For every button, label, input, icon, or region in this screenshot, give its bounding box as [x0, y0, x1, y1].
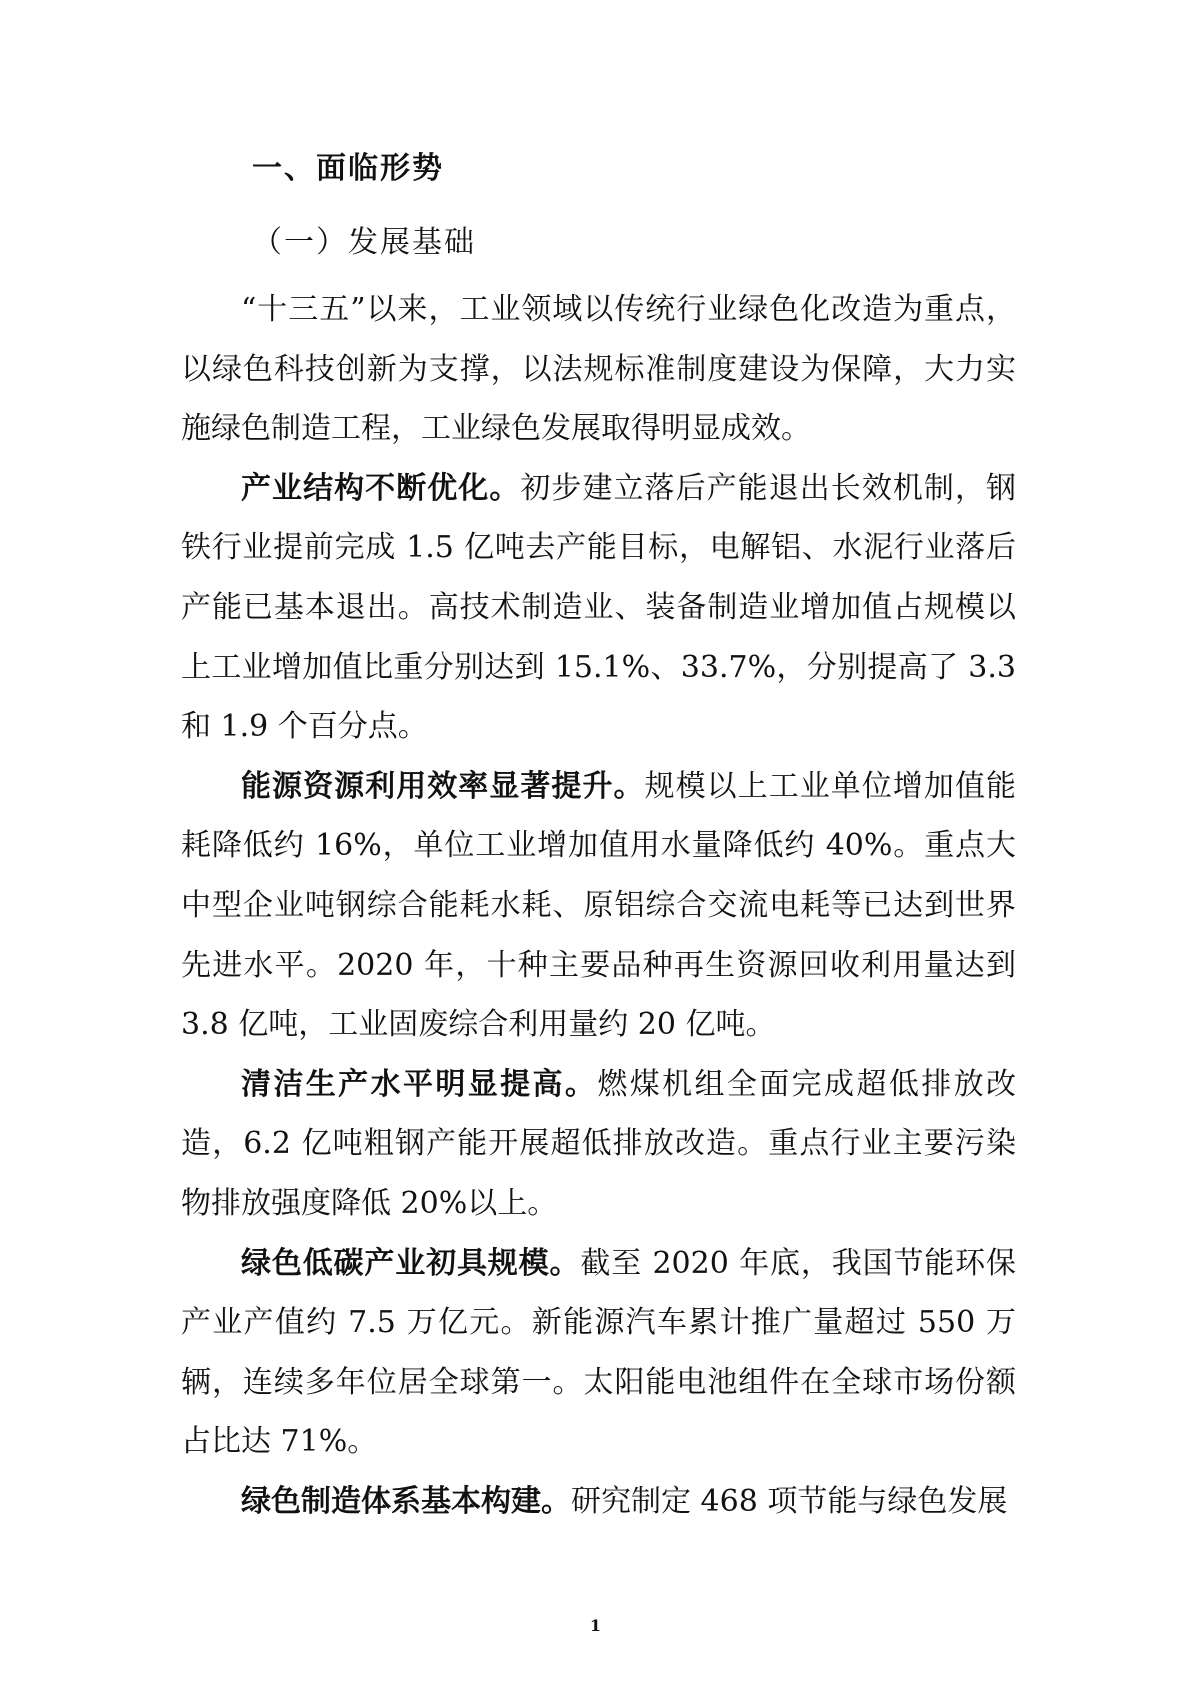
body-text [181, 280, 1016, 1531]
paragraph-clean-production [181, 1055, 1016, 1234]
paragraph-green-industry [181, 1234, 1016, 1472]
paragraph-industrial-structure [181, 459, 1016, 757]
paragraph-lead: 清洁生产水平明显提高。 [241, 1066, 598, 1102]
paragraph-lead: 绿色制造体系基本构建。 [241, 1483, 571, 1519]
sub-heading: （一）发展基础 [252, 225, 476, 260]
paragraph-text: 规模以上工业单位增加值能耗降低约 16%，单位工业增加值用水量降低约 40%。重点大中型企业吨钢综合能耗水耗、原铝综合交流电耗等已达到世界先进水平。2020 年，十种主要品种再生资源回收利用量达到 3.8 亿吨，工业固废综合利用量约 20 亿吨。 [181, 768, 1017, 1043]
paragraph-green-manufacturing [181, 1472, 1016, 1532]
paragraph-text: 初步建立落后产能退出长效机制，钢铁行业提前完成 1.5 亿吨去产能目标，电解铝、水泥行业落后产能已基本退出。高技术制造业、装备制造业增加值占规模以上工业增加值比重分别达到 15.1%、33.7%，分别提高了 3.3 和 1.9 个百分点。 [181, 470, 1016, 745]
paragraph-text: 燃煤机组全面完成超低排放改造，6.2 亿吨粗钢产能开展超低排放改造。重点行业主要污染物排放强度降低 20%以上。 [181, 1066, 1017, 1221]
paragraph-text: 研究制定 468 项节能与绿色发展 [571, 1483, 1008, 1519]
page-number: 1 [589, 1616, 602, 1635]
paragraph-lead: 产业结构不断优化。 [241, 470, 521, 506]
paragraph-lead: 绿色低碳产业初具规模。 [241, 1245, 581, 1281]
paragraph-text: “十三五”以来，工业领域以传统行业绿色化改造为重点，以绿色科技创新为支撑，以法规标准制度建设为保障，大力实施绿色制造工程，工业绿色发展取得明显成效。 [181, 292, 1016, 447]
paragraph-intro [181, 280, 1016, 459]
paragraph-lead: 能源资源利用效率显著提升。 [241, 768, 645, 804]
paragraph-energy-efficiency [181, 757, 1016, 1055]
section-heading: 一、面临形势 [252, 151, 444, 186]
paragraph-text: 截至 2020 年底，我国节能环保产业产值约 7.5 万亿元。新能源汽车累计推广量超过 550 万辆，连续多年位居全球第一。太阳能电池组件在全球市场份额占比达 71%。 [181, 1245, 1017, 1460]
